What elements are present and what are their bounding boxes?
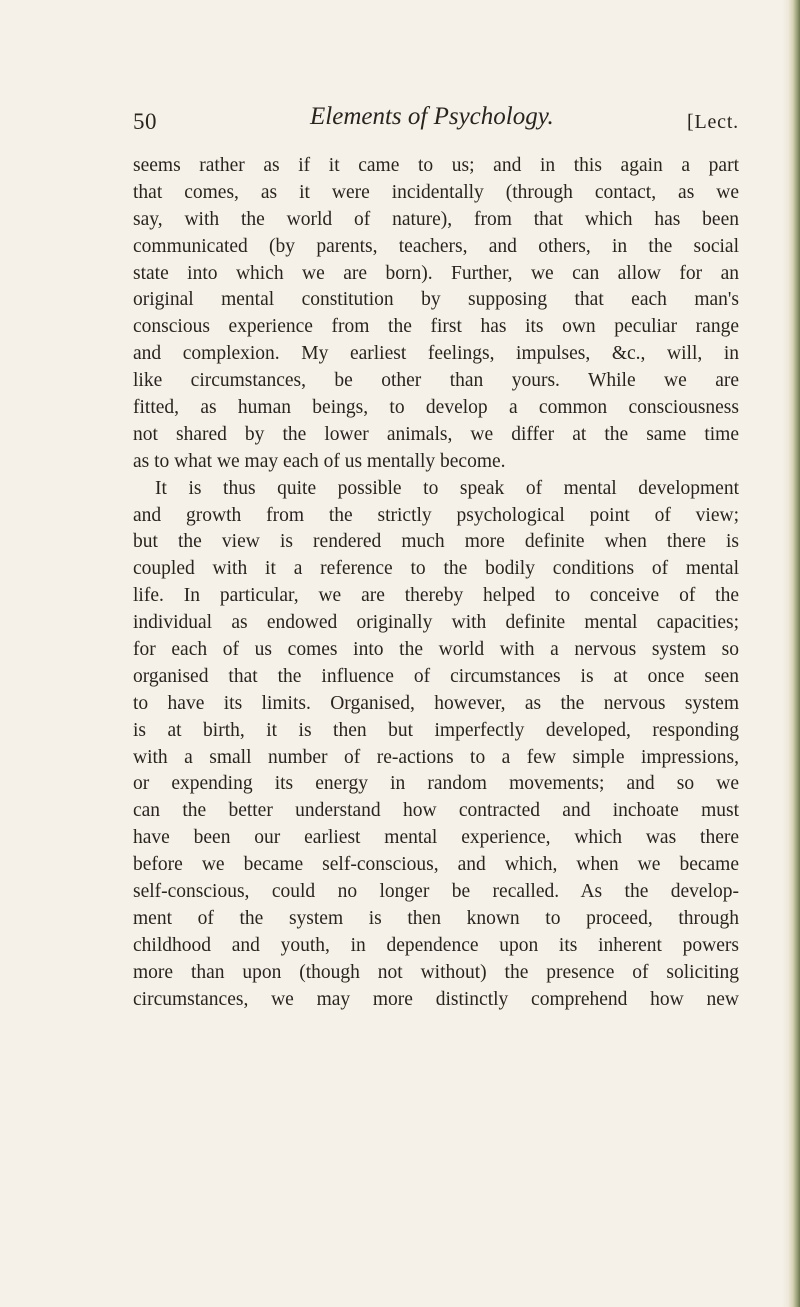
text-line: more than upon (though not without) the presence of soliciting <box>133 961 739 983</box>
text-line: is at birth, it is then but imperfectly developed, responding <box>133 719 739 741</box>
page-number: 50 <box>133 109 157 134</box>
text-line: self-conscious, could no longer be recalled. As the develop- <box>133 881 739 903</box>
text-line: organised that the influence of circumstances is at once seen <box>133 665 739 687</box>
text-line: or expending its energy in random movements; and so we <box>133 773 739 795</box>
text-line: have been our earliest mental experience, which was there <box>133 827 739 849</box>
text-line: childhood and youth, in dependence upon its inherent powers <box>133 934 739 956</box>
page-header <box>133 103 743 147</box>
text-line: before we became self-conscious, and which, when we became <box>133 854 739 876</box>
text-line: original mental constitution by supposing that each man's <box>133 289 739 311</box>
text-line: that comes, as it were incidentally (through contact, as we <box>133 181 739 203</box>
text-line: It is thus quite possible to speak of mental development <box>155 477 739 499</box>
text-line: coupled with it a reference to the bodily conditions of mental <box>133 558 739 580</box>
text-line: conscious experience from the first has its own peculiar range <box>133 316 739 338</box>
text-line: as to what we may each of us mentally become. <box>133 450 506 472</box>
text-line: for each of us comes into the world with a nervous system so <box>133 639 739 661</box>
text-line: can the better understand how contracted and inchoate must <box>133 800 739 822</box>
text-line: fitted, as human beings, to develop a common consciousness <box>133 397 739 419</box>
text-line: ment of the system is then known to proceed, through <box>133 907 739 929</box>
text-line: communicated (by parents, teachers, and others, in the social <box>133 235 739 257</box>
text-line: like circumstances, be other than yours. While we are <box>133 370 739 392</box>
text-line: but the view is rendered much more definite when there is <box>133 531 739 553</box>
lecture-mark: [Lect. <box>687 111 739 133</box>
text-line: life. In particular, we are thereby helped to conceive of the <box>133 585 739 607</box>
page-edge-shadow <box>782 0 800 1307</box>
text-line: circumstances, we may more distinctly comprehend how new <box>133 988 739 1010</box>
text-line: seems rather as if it came to us; and in this again a part <box>133 155 739 176</box>
text-line: and complexion. My earliest feelings, impulses, &c., will, in <box>133 343 739 365</box>
text-line: individual as endowed originally with definite mental capacities; <box>133 612 739 634</box>
running-title: Elements of Psychology. <box>310 103 554 130</box>
text-line: to have its limits. Organised, however, as the nervous system <box>133 692 739 714</box>
text-line: with a small number of re-actions to a few simple impressions, <box>133 746 739 768</box>
text-line: state into which we are born). Further, we can allow for an <box>133 262 739 284</box>
text-line: not shared by the lower animals, we differ at the same time <box>133 423 739 445</box>
text-line: and growth from the strictly psychological point of view; <box>133 504 739 526</box>
text-line: say, with the world of nature), from that which has been <box>133 208 739 230</box>
body-text <box>133 153 739 1014</box>
